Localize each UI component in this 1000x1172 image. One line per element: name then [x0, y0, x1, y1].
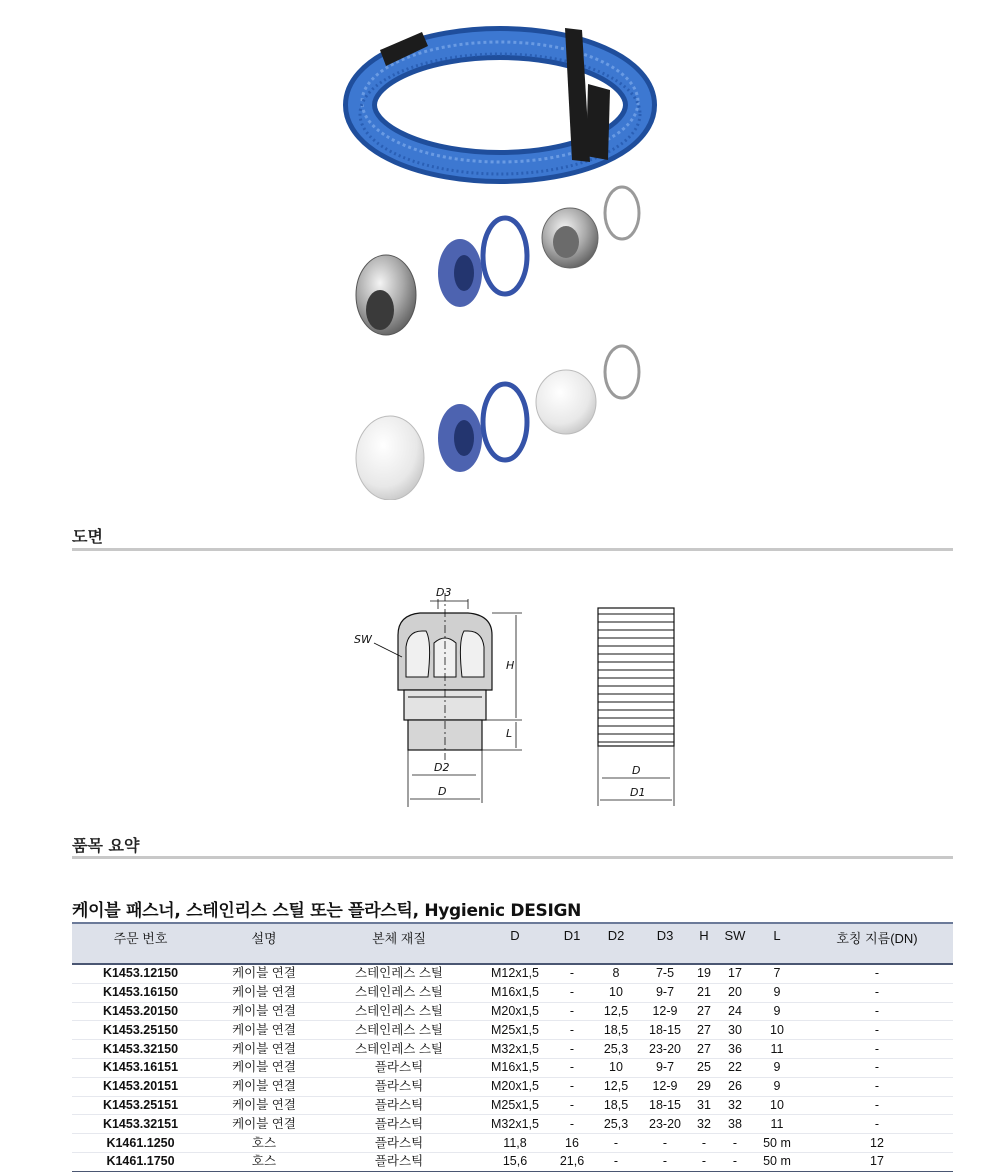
table-row [72, 1152, 953, 1171]
table-cell: 플라스틱 [319, 1152, 479, 1171]
table-cell: 24 [717, 1002, 753, 1021]
summary-section-title: 품목 요약 [72, 836, 140, 855]
table-cell: - [593, 1152, 639, 1171]
table-cell: - [801, 1002, 953, 1021]
table-cell: M20x1,5 [479, 1002, 551, 1021]
table-cell: 21 [691, 983, 717, 1002]
table-cell: M25x1,5 [479, 1021, 551, 1040]
header-cell: D3 [639, 923, 691, 964]
table-cell: 플라스틱 [319, 1058, 479, 1077]
order-number-cell: K1453.32150 [72, 1040, 209, 1059]
table-cell: 케이블 연결 [209, 983, 319, 1002]
table-cell: 10 [753, 1021, 801, 1040]
table-cell: 7-5 [639, 964, 691, 983]
header-cell: H [691, 923, 717, 964]
header-cell: D1 [551, 923, 593, 964]
table-cell: 8 [593, 964, 639, 983]
order-number-cell: K1453.12150 [72, 964, 209, 983]
table-cell: - [551, 1021, 593, 1040]
table-cell: 스테인레스 스틸 [319, 983, 479, 1002]
table-cell: 스테인레스 스틸 [319, 1040, 479, 1059]
table-cell: 20 [717, 983, 753, 1002]
table-cell: 29 [691, 1077, 717, 1096]
table-cell: 9 [753, 1002, 801, 1021]
table-cell: 12,5 [593, 1002, 639, 1021]
sw-label: SW [354, 633, 372, 646]
header-cell: 설명 [209, 923, 319, 964]
table-cell: 38 [717, 1115, 753, 1134]
table-cell: - [801, 1040, 953, 1059]
table-cell: 18-15 [639, 1021, 691, 1040]
table-cell: 15,6 [479, 1152, 551, 1171]
table-cell: 12-9 [639, 1077, 691, 1096]
table-cell: 케이블 연결 [209, 1115, 319, 1134]
order-number-cell: K1461.1750 [72, 1152, 209, 1171]
table-cell: 22 [717, 1058, 753, 1077]
order-number-cell: K1453.20151 [72, 1077, 209, 1096]
table-cell: - [691, 1152, 717, 1171]
table-cell: 32 [691, 1115, 717, 1134]
cable-gland-drawing [350, 585, 530, 815]
table-header-row [72, 923, 953, 964]
table-cell: 9 [753, 983, 801, 1002]
table-cell: 11 [753, 1040, 801, 1059]
section-divider [72, 548, 953, 551]
table-cell: - [551, 1096, 593, 1115]
table-cell: 7 [753, 964, 801, 983]
table-cell: 10 [753, 1096, 801, 1115]
header-cell: D2 [593, 923, 639, 964]
table-cell: 32 [717, 1096, 753, 1115]
table-cell: 9-7 [639, 1058, 691, 1077]
table-cell: 케이블 연결 [209, 1096, 319, 1115]
table-cell: 31 [691, 1096, 717, 1115]
table-cell: - [551, 1077, 593, 1096]
table-cell: 스테인레스 스틸 [319, 1002, 479, 1021]
table-cell: 19 [691, 964, 717, 983]
table-cell: - [801, 1096, 953, 1115]
table-cell: - [801, 1115, 953, 1134]
stainless-kit [356, 187, 639, 335]
table-row [72, 1058, 953, 1077]
header-cell: 호칭 지름(DN) [801, 923, 953, 964]
table-cell: 스테인레스 스틸 [319, 1021, 479, 1040]
table-cell: 케이블 연결 [209, 964, 319, 983]
table-cell: 케이블 연결 [209, 1040, 319, 1059]
table-title: 케이블 패스너, 스테인리스 스틸 또는 플라스틱, Hygienic DESIGN [72, 901, 582, 921]
table-cell: 호스 [209, 1134, 319, 1153]
table-cell: M25x1,5 [479, 1096, 551, 1115]
table-cell: 23-20 [639, 1040, 691, 1059]
d2-label: D2 [434, 761, 450, 774]
header-cell: D [479, 923, 551, 964]
table-cell: 12 [801, 1134, 953, 1153]
table-cell: 25,3 [593, 1115, 639, 1134]
table-cell: 플라스틱 [319, 1096, 479, 1115]
table-cell: - [551, 964, 593, 983]
table-row [72, 1040, 953, 1059]
hose-d-label: D [632, 764, 641, 777]
table-row [72, 1096, 953, 1115]
table-cell: 10 [593, 1058, 639, 1077]
hose-drawing [590, 600, 690, 810]
table-cell: 25,3 [593, 1040, 639, 1059]
table-cell: 27 [691, 1040, 717, 1059]
table-cell: 50 m [753, 1152, 801, 1171]
table-cell: 12-9 [639, 1002, 691, 1021]
table-cell: - [717, 1152, 753, 1171]
table-cell: - [717, 1134, 753, 1153]
table-cell: 30 [717, 1021, 753, 1040]
table-cell: M32x1,5 [479, 1040, 551, 1059]
table-cell: 18-15 [639, 1096, 691, 1115]
order-number-cell: K1461.1250 [72, 1134, 209, 1153]
table-cell: - [639, 1152, 691, 1171]
hose-coil [360, 28, 640, 174]
spec-table [72, 922, 953, 1172]
table-cell: M20x1,5 [479, 1077, 551, 1096]
table-cell: M32x1,5 [479, 1115, 551, 1134]
table-cell: 25 [691, 1058, 717, 1077]
table-cell: 27 [691, 1021, 717, 1040]
table-row [72, 1002, 953, 1021]
table-cell: 18,5 [593, 1021, 639, 1040]
table-cell: - [801, 1021, 953, 1040]
table-cell: 호스 [209, 1152, 319, 1171]
header-cell: 본체 재질 [319, 923, 479, 964]
table-cell: 11,8 [479, 1134, 551, 1153]
table-cell: 플라스틱 [319, 1077, 479, 1096]
table-cell: - [801, 1058, 953, 1077]
table-cell: - [801, 983, 953, 1002]
product-photo [340, 10, 660, 500]
order-number-cell: K1453.16150 [72, 983, 209, 1002]
table-row [72, 1134, 953, 1153]
plastic-kit [356, 346, 639, 500]
table-cell: 23-20 [639, 1115, 691, 1134]
table-cell: 18,5 [593, 1096, 639, 1115]
header-cell: 주문 번호 [72, 923, 209, 964]
table-cell: 9-7 [639, 983, 691, 1002]
table-cell: 17 [717, 964, 753, 983]
order-number-cell: K1453.16151 [72, 1058, 209, 1077]
table-cell: 16 [551, 1134, 593, 1153]
section-divider [72, 856, 953, 859]
h-label: H [506, 659, 515, 672]
d3-label: D3 [436, 586, 452, 599]
table-cell: 21,6 [551, 1152, 593, 1171]
drawing-section-title: 도면 [72, 527, 103, 546]
table-cell: M12x1,5 [479, 964, 551, 983]
header-cell: SW [717, 923, 753, 964]
hose-d1-label: D1 [630, 786, 646, 799]
table-cell: 12,5 [593, 1077, 639, 1096]
table-cell: 케이블 연결 [209, 1077, 319, 1096]
l-label: L [506, 727, 513, 740]
table-cell: 17 [801, 1152, 953, 1171]
table-cell: - [801, 1077, 953, 1096]
table-row [72, 964, 953, 983]
table-cell: - [551, 983, 593, 1002]
table-row [72, 983, 953, 1002]
order-number-cell: K1453.25151 [72, 1096, 209, 1115]
table-cell: 9 [753, 1077, 801, 1096]
table-cell: - [691, 1134, 717, 1153]
table-cell: 케이블 연결 [209, 1002, 319, 1021]
table-cell: 케이블 연결 [209, 1021, 319, 1040]
table-cell: - [801, 964, 953, 983]
table-cell: M16x1,5 [479, 983, 551, 1002]
table-cell: - [551, 1058, 593, 1077]
table-row [72, 1021, 953, 1040]
table-cell: 케이블 연결 [209, 1058, 319, 1077]
table-cell: - [593, 1134, 639, 1153]
table-cell: 11 [753, 1115, 801, 1134]
order-number-cell: K1453.20150 [72, 1002, 209, 1021]
table-cell: 플라스틱 [319, 1134, 479, 1153]
table-cell: 플라스틱 [319, 1115, 479, 1134]
header-cell: L [753, 923, 801, 964]
table-row [72, 1077, 953, 1096]
table-cell: 9 [753, 1058, 801, 1077]
table-cell: 36 [717, 1040, 753, 1059]
d-label: D [438, 785, 447, 798]
table-cell: - [551, 1115, 593, 1134]
table-cell: 10 [593, 983, 639, 1002]
table-cell: 스테인레스 스틸 [319, 964, 479, 983]
table-row [72, 1115, 953, 1134]
table-cell: - [551, 1002, 593, 1021]
table-cell: 50 m [753, 1134, 801, 1153]
table-cell: - [551, 1040, 593, 1059]
table-cell: 27 [691, 1002, 717, 1021]
table-cell: 26 [717, 1077, 753, 1096]
table-cell: - [639, 1134, 691, 1153]
order-number-cell: K1453.32151 [72, 1115, 209, 1134]
order-number-cell: K1453.25150 [72, 1021, 209, 1040]
table-cell: M16x1,5 [479, 1058, 551, 1077]
